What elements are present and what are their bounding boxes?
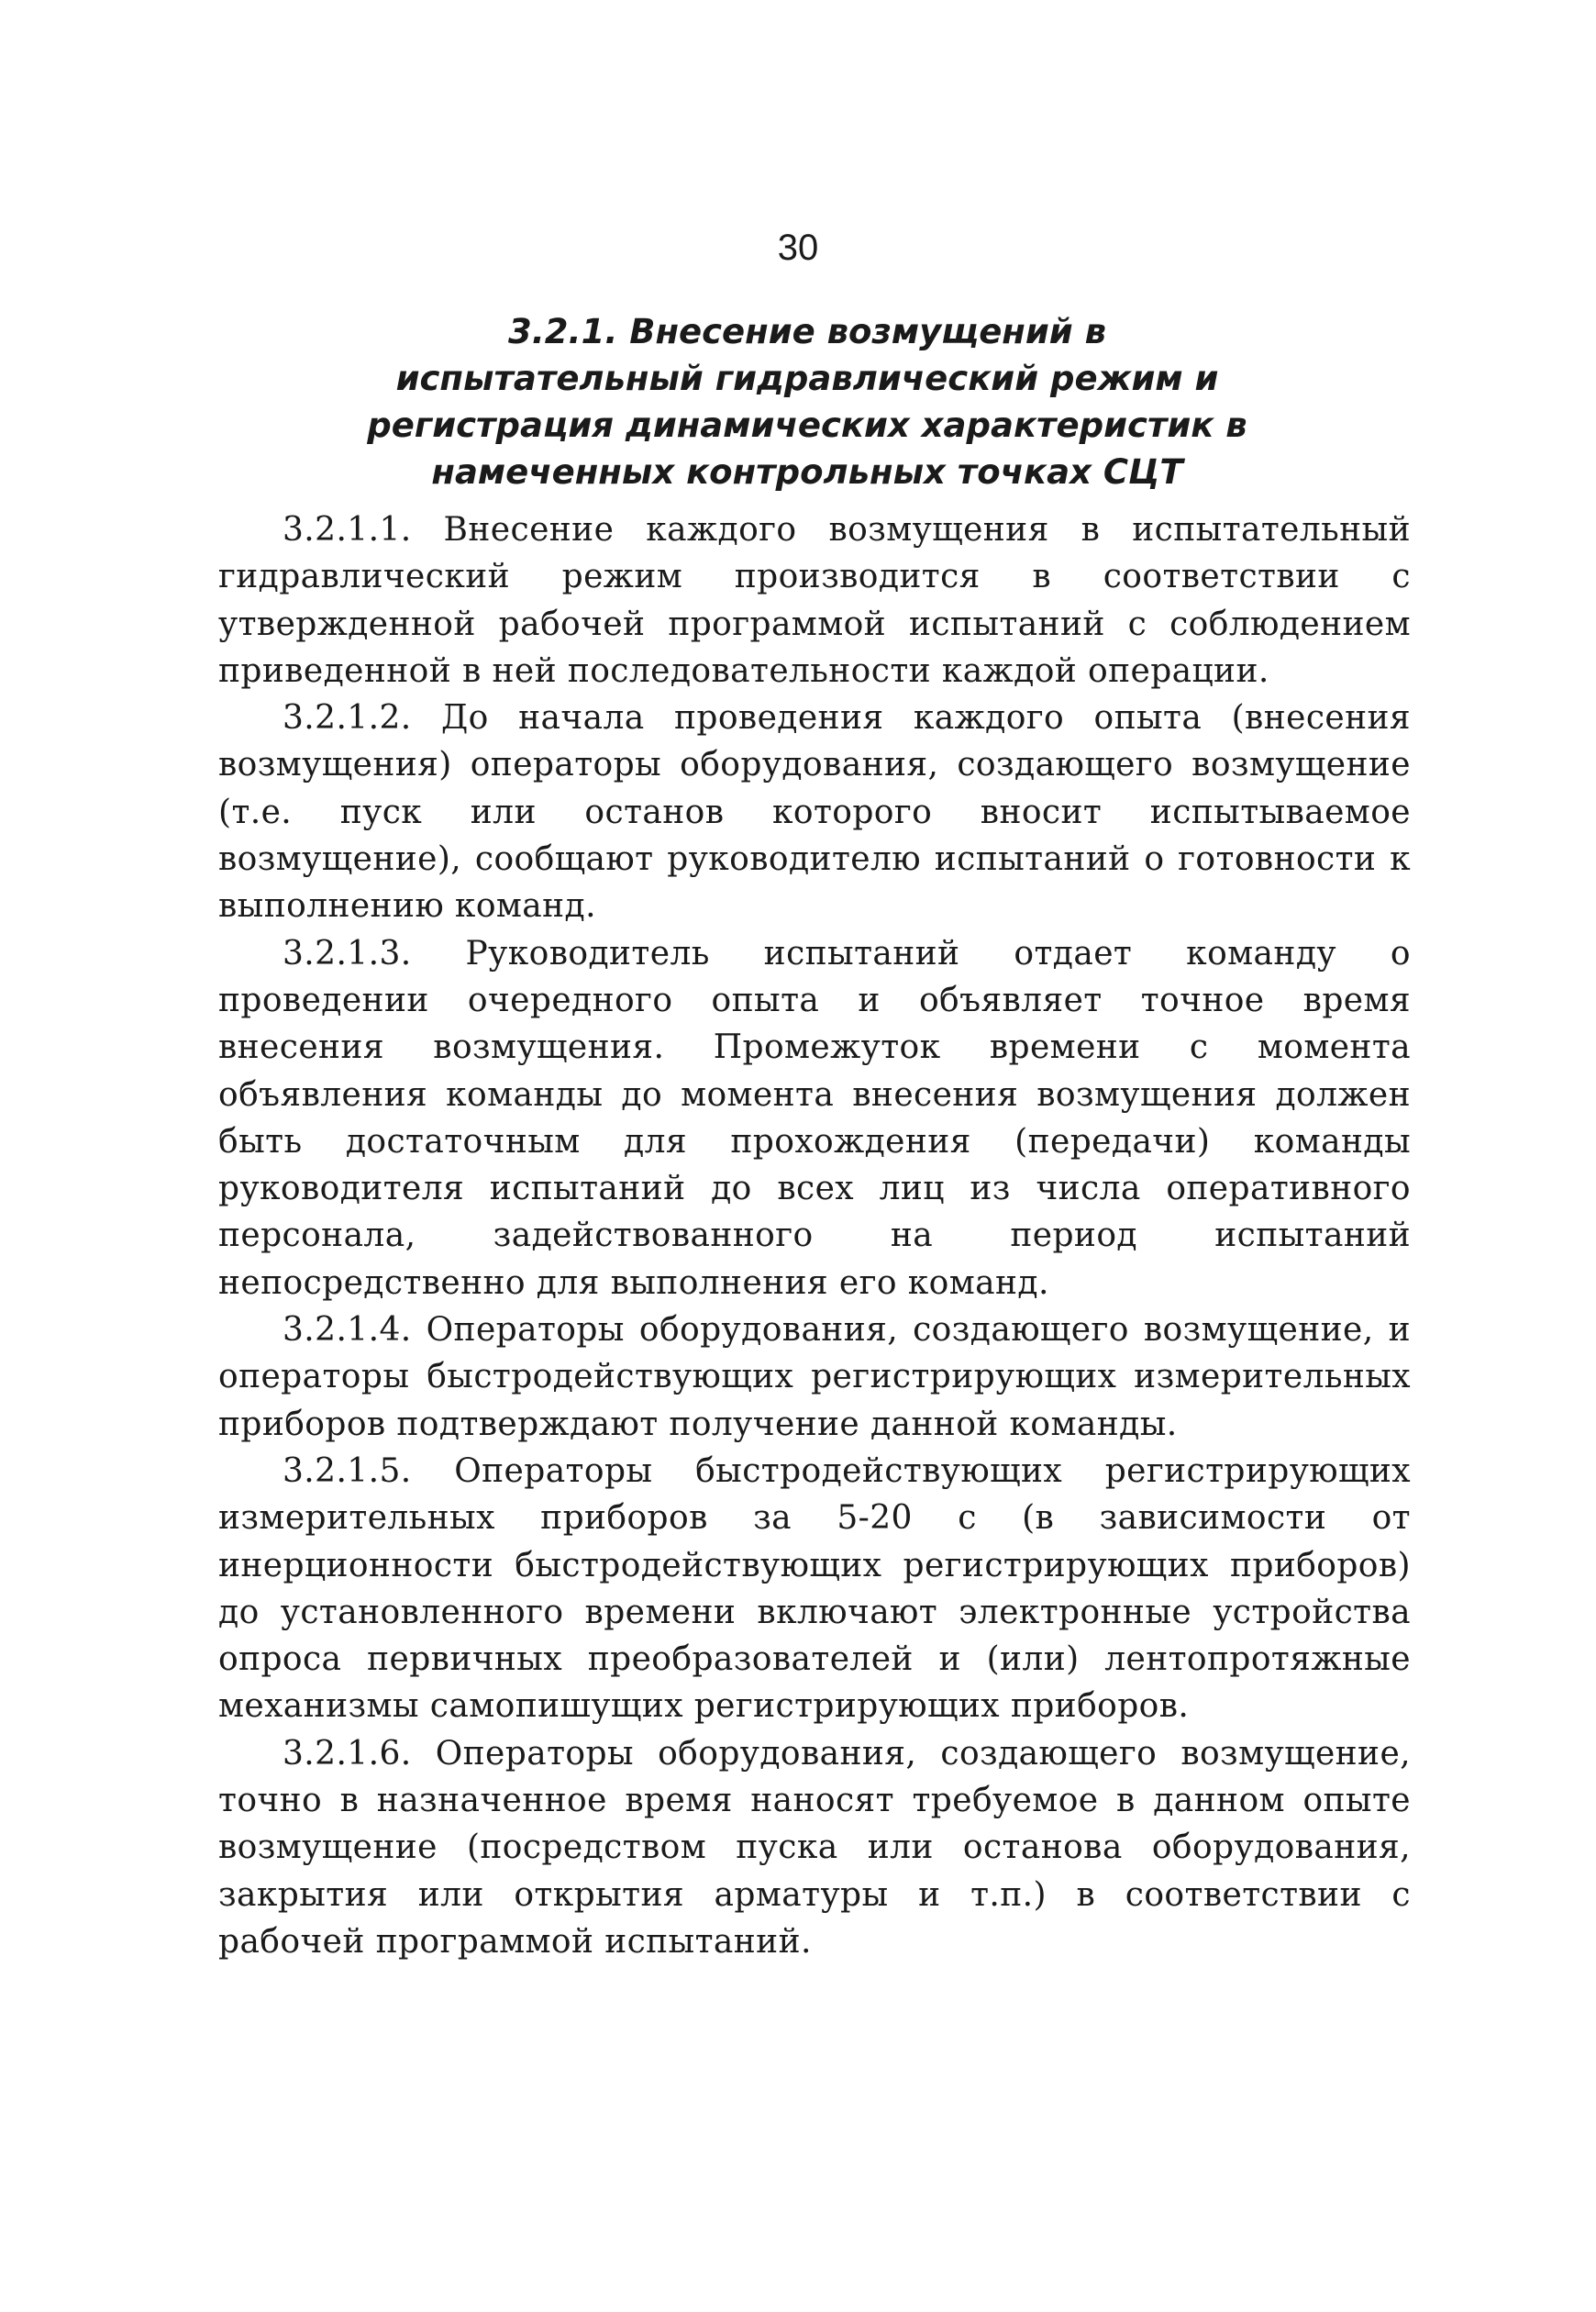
paragraph-3-2-1-5: 3.2.1.5. Операторы быстродействующих регистрирующих измерительных приборов за 5-20 с (в зависимости от инерционности быстродействующих регистрирующих приборов) до установленного времени включают электронные устройства опроса первичных преобразователей и (или) лентопротяжные механизмы самопишущих регистрирующих приборов. xyxy=(218,1451,1411,1726)
paragraph-3-2-1-3: 3.2.1.3. Руководитель испытаний отдает команду о проведении очередного опыта и объявляет точное время внесения возмущения. Промежуток времени с момента объявления команды до момента внесения возмущения должен быть достаточным для прохождения (передачи) команды руководителя испытаний до всех лиц из числа оперативного персонала, задействованного на период испытаний непосредственно для выполнения его команд. xyxy=(218,934,1411,1302)
section-title: 3.2.1. Внесение возмущений в испытательный гидравлический режим и регистрация динамических характеристик в намеченных контрольных точках СЦТ xyxy=(367,312,1247,492)
paragraph-3-2-1-6: 3.2.1.6. Операторы оборудования, создающего возмущение, точно в назначенное время наносят требуемое в данном опыте возмущение (посредством пуска или останова оборудования, закрытия или открытия арматуры и т.п.) в соответствии с рабочей программой испытаний. xyxy=(218,1734,1411,1961)
paragraph-3-2-1-4: 3.2.1.4. Операторы оборудования, создающего возмущение, и операторы быстродействующих регистрирующих измерительных приборов подтверждают получение данной команды. xyxy=(218,1311,1411,1443)
page-number: 30 xyxy=(777,228,819,268)
body-text xyxy=(218,506,1411,1965)
paragraph-3-2-1-2: 3.2.1.2. До начала проведения каждого опыта (внесения возмущения) операторы оборудования, создающего возмущение (т.е. пуск или останов которого вносит испытываемое возмущение), сообщают руководителю испытаний о готовности к выполнению команд. xyxy=(218,699,1411,926)
paragraph-3-2-1-1: 3.2.1.1. Внесение каждого возмущения в испытательный гидравлический режим производится в соответствии с утвержденной рабочей программой испытаний с соблюдением приведенной в ней последовательности каждой операции. xyxy=(218,511,1411,690)
